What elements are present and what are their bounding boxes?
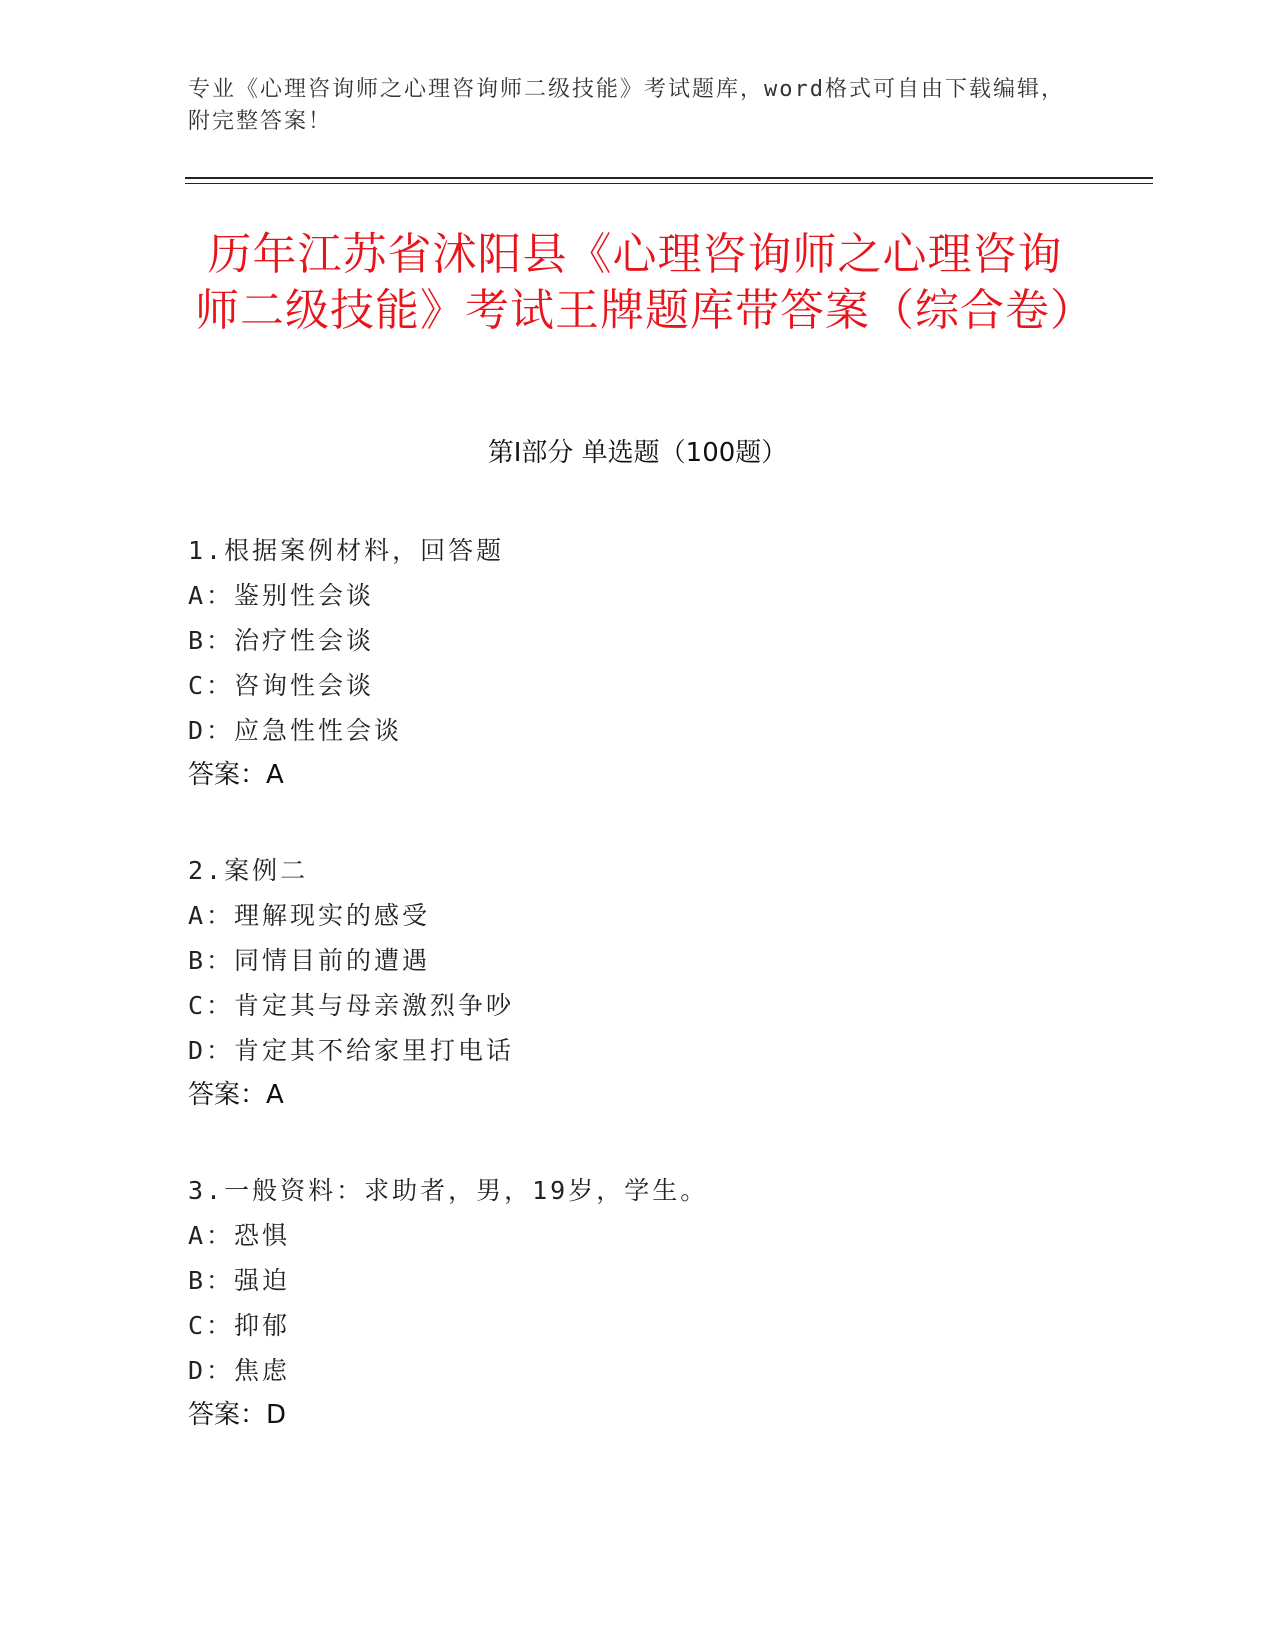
option-text: 焦虑 — [234, 1356, 291, 1385]
option-key: D： — [188, 1036, 235, 1065]
header-rule-thick — [185, 177, 1153, 179]
header-rule-thin — [185, 183, 1153, 184]
option-key: B： — [188, 1266, 235, 1295]
option-d — [188, 1028, 1088, 1073]
option-c — [188, 1303, 1088, 1348]
section-heading: 第Ⅰ部分 单选题（100题） — [487, 438, 788, 468]
question-stem: 2.案例二 — [188, 856, 309, 885]
option-key: A： — [188, 1221, 235, 1250]
option-b — [188, 1258, 1088, 1303]
answer: 答案：A — [188, 760, 284, 790]
option-text: 恐惧 — [234, 1221, 291, 1250]
question-list — [188, 528, 1088, 1488]
option-c — [188, 983, 1088, 1028]
option-text: 肯定其与母亲激烈争吵 — [234, 991, 515, 1020]
option-d — [188, 708, 1088, 753]
question-stem: 1.根据案例材料，回答题 — [188, 536, 505, 565]
question-stem: 3.一般资料：求助者，男，19岁，学生。 — [188, 1176, 709, 1205]
option-key: D： — [188, 1356, 235, 1385]
option-text: 强迫 — [234, 1266, 291, 1295]
option-text: 咨询性会谈 — [234, 671, 375, 700]
option-key: C： — [188, 991, 235, 1020]
question-1 — [188, 528, 1088, 798]
option-key: B： — [188, 946, 235, 975]
option-key: C： — [188, 1311, 235, 1340]
option-a — [188, 573, 1088, 618]
option-c — [188, 663, 1088, 708]
option-a — [188, 893, 1088, 938]
option-b — [188, 938, 1088, 983]
question-2 — [188, 848, 1088, 1118]
option-key: D： — [188, 716, 235, 745]
document-title: 历年江苏省沭阳县《心理咨询师之心理咨询师二级技能》考试王牌题库带答案（综合卷） — [195, 229, 1095, 336]
option-key: B： — [188, 626, 235, 655]
option-d — [188, 1348, 1088, 1393]
option-text: 同情目前的遭遇 — [234, 946, 431, 975]
option-key: C： — [188, 671, 235, 700]
option-key: A： — [188, 581, 235, 610]
answer: 答案：D — [188, 1400, 287, 1430]
answer: 答案：A — [188, 1080, 284, 1110]
option-text: 肯定其不给家里打电话 — [234, 1036, 515, 1065]
option-text: 抑郁 — [234, 1311, 291, 1340]
header-note: 专业《心理咨询师之心理咨询师二级技能》考试题库，word格式可自由下载编辑，附完整答案！ — [188, 77, 1065, 134]
option-a — [188, 1213, 1088, 1258]
option-text: 治疗性会谈 — [234, 626, 375, 655]
option-text: 应急性性会谈 — [234, 716, 403, 745]
option-text: 鉴别性会谈 — [234, 581, 375, 610]
option-b — [188, 618, 1088, 663]
question-3 — [188, 1168, 1088, 1438]
option-text: 理解现实的感受 — [234, 901, 431, 930]
option-key: A： — [188, 901, 235, 930]
